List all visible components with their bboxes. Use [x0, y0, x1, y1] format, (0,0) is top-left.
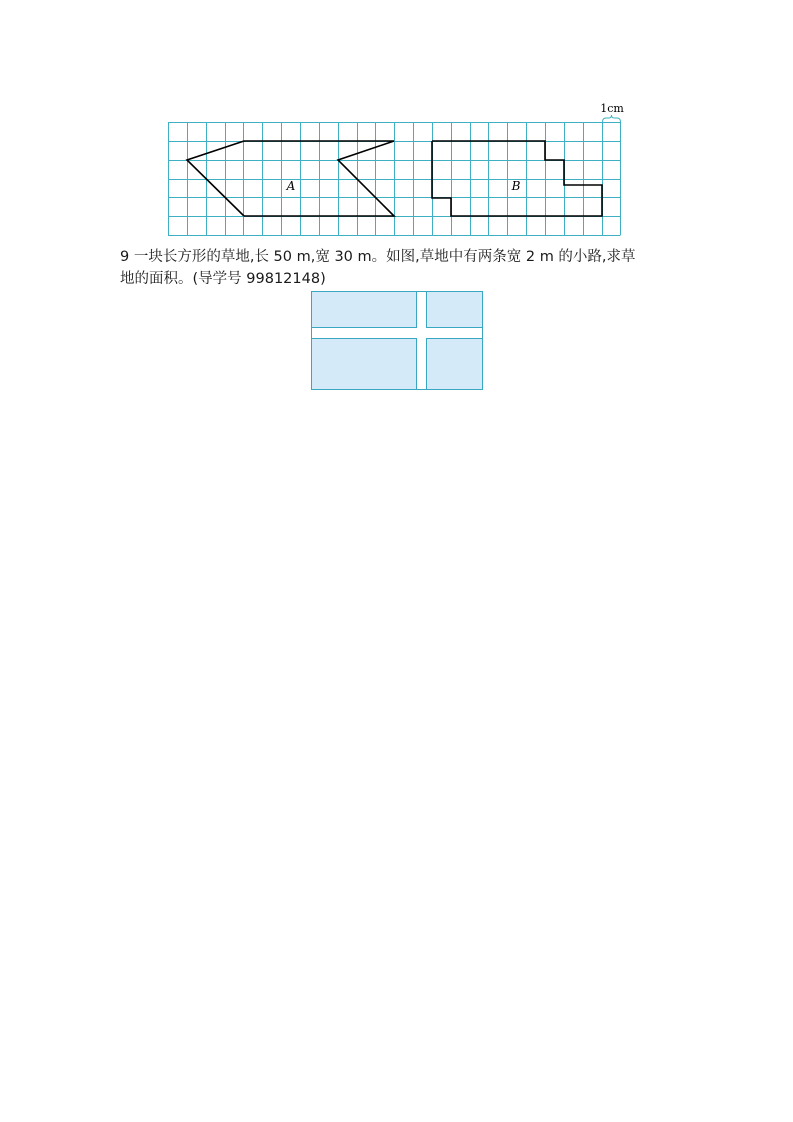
lawn-section-top-left [312, 292, 417, 328]
lawn-figure [0, 0, 793, 400]
question-line-2: 地的面积。(导学号 99812148) [120, 271, 326, 287]
lawn-section-bottom-left [312, 339, 417, 390]
shape-b-label: B [511, 179, 521, 193]
lawn-section-top-right [427, 292, 483, 328]
question-line-1: 9 一块长方形的草地,长 50 m,宽 30 m。如图,草地中有两条宽 2 m 的小路,求草 [120, 249, 636, 265]
lawn-section-bottom-right [427, 339, 483, 390]
shape-a-label: A [286, 179, 296, 193]
scale-label: 1cm [600, 102, 624, 115]
